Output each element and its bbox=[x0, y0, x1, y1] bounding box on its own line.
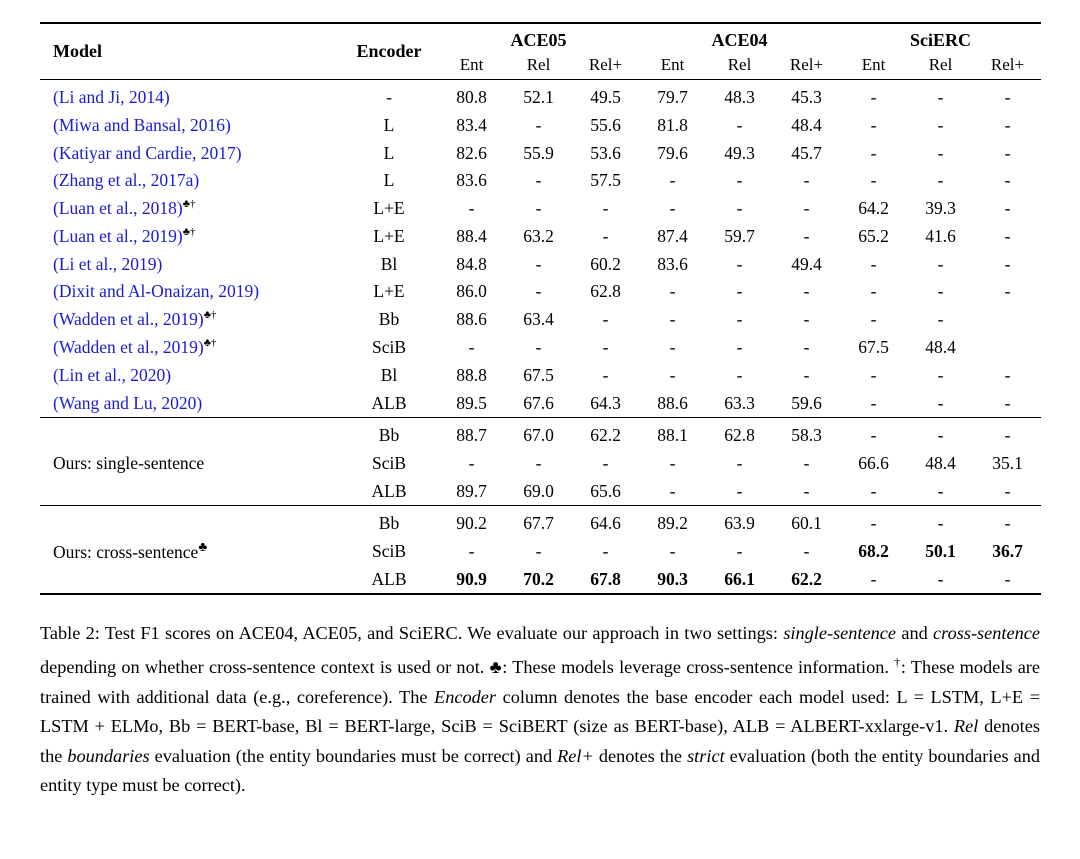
table-row bbox=[40, 417, 1041, 449]
value-cell: 87.4 bbox=[657, 225, 688, 246]
value-cell: - bbox=[937, 114, 944, 135]
value-cell: - bbox=[1004, 480, 1011, 501]
value-cell: - bbox=[803, 309, 810, 330]
value-cell: 52.1 bbox=[523, 87, 554, 107]
encoder-cell: Bb bbox=[340, 505, 438, 537]
value-cell: 68.2 bbox=[858, 540, 889, 561]
header-subcol-ent: Ent bbox=[840, 53, 907, 80]
value-cell: - bbox=[669, 337, 676, 358]
citation-link[interactable]: (Zhang et al., 2017a) bbox=[53, 170, 200, 191]
value-cell: 63.2 bbox=[523, 225, 554, 246]
value-cell: - bbox=[870, 309, 877, 330]
value-cell: 63.4 bbox=[523, 309, 554, 330]
value-cell: - bbox=[870, 568, 877, 589]
caption-segment: boundaries bbox=[67, 745, 150, 766]
table-row bbox=[40, 111, 1041, 139]
value-cell: - bbox=[974, 505, 1041, 537]
encoder-cell: SciB bbox=[371, 337, 407, 358]
model-cell bbox=[40, 80, 340, 112]
value-cell: 60.1 bbox=[773, 505, 840, 537]
value-cell: - bbox=[907, 417, 974, 449]
value-cell: 53.6 bbox=[590, 142, 621, 163]
encoder-cell: ALB bbox=[371, 568, 407, 589]
table-row bbox=[40, 306, 1041, 334]
citation-link[interactable]: (Luan et al., 2019) bbox=[53, 225, 183, 246]
value-cell: - bbox=[974, 417, 1041, 449]
value-cell: - bbox=[669, 309, 676, 330]
value-cell: - bbox=[736, 452, 743, 473]
value-cell: - bbox=[870, 87, 877, 107]
value-cell: 62.8 bbox=[590, 281, 621, 302]
value-cell: - bbox=[602, 540, 609, 561]
value-cell: - bbox=[937, 364, 944, 385]
value-cell: 48.3 bbox=[724, 87, 755, 107]
value-cell: 79.7 bbox=[657, 87, 688, 107]
value-cell: - bbox=[669, 281, 676, 302]
value-cell: 41.6 bbox=[925, 225, 956, 246]
model-cell bbox=[40, 250, 340, 278]
value-cell: 55.6 bbox=[590, 114, 621, 135]
value-cell: 90.9 bbox=[456, 568, 487, 589]
value-cell: 83.6 bbox=[456, 170, 487, 191]
value-cell: 79.6 bbox=[657, 142, 688, 163]
value-cell: 83.4 bbox=[456, 114, 487, 135]
value-cell: - bbox=[803, 337, 810, 358]
ours-group-label bbox=[40, 417, 340, 505]
caption-segment: evaluation (both the entity boundaries and entity type must be correct). bbox=[40, 745, 1041, 796]
header-group-scierc: SciERC bbox=[910, 30, 972, 50]
value-cell: - bbox=[736, 281, 743, 302]
value-cell: - bbox=[535, 170, 542, 191]
value-cell: 49.3 bbox=[724, 142, 755, 163]
value-cell: - bbox=[840, 417, 907, 449]
value-cell: - bbox=[803, 281, 810, 302]
value-cell: 62.2 bbox=[791, 568, 822, 589]
caption-segment: : These models are trained with additional data (e.g., coreference). The bbox=[40, 657, 1041, 707]
value-cell: - bbox=[870, 170, 877, 191]
footnote-marker-icon: ♣† bbox=[182, 226, 196, 239]
value-cell: 62.8 bbox=[706, 417, 773, 449]
ours-group-label bbox=[40, 505, 340, 593]
encoder-cell: L+E bbox=[373, 198, 405, 219]
value-cell: 48.4 bbox=[791, 114, 822, 135]
header-group-ace05: ACE05 bbox=[510, 30, 567, 50]
value-cell: - bbox=[602, 364, 609, 385]
value-cell: 88.1 bbox=[639, 417, 706, 449]
value-cell: - bbox=[602, 225, 609, 246]
model-cell bbox=[40, 306, 340, 334]
encoder-cell: ALB bbox=[371, 392, 407, 413]
value-cell: - bbox=[870, 480, 877, 501]
value-cell: 88.6 bbox=[657, 392, 688, 413]
caption-segment: evaluation (the entity boundaries must be correct) and bbox=[149, 745, 558, 766]
value-cell: - bbox=[535, 281, 542, 302]
value-cell: 59.7 bbox=[724, 225, 755, 246]
value-cell: - bbox=[602, 337, 609, 358]
results-table bbox=[40, 22, 1041, 595]
value-cell: - bbox=[669, 170, 676, 191]
citation-link[interactable]: (Lin et al., 2020) bbox=[53, 364, 172, 385]
value-cell: - bbox=[937, 281, 944, 302]
value-cell: - bbox=[736, 480, 743, 501]
encoder-cell: L bbox=[383, 114, 395, 135]
footnote-marker-icon: ♣† bbox=[182, 198, 196, 211]
encoder-cell: ALB bbox=[371, 480, 407, 501]
value-cell: 89.2 bbox=[639, 505, 706, 537]
table-row bbox=[40, 250, 1041, 278]
value-cell: 65.6 bbox=[590, 480, 621, 501]
model-cell bbox=[40, 278, 340, 306]
value-cell: 59.6 bbox=[791, 392, 822, 413]
encoder-cell: L bbox=[383, 170, 395, 191]
value-cell: - bbox=[1004, 225, 1011, 246]
header-subcol-rel: Rel bbox=[706, 53, 773, 80]
value-cell: 86.0 bbox=[456, 281, 487, 302]
value-cell: - bbox=[736, 337, 743, 358]
value-cell: - bbox=[870, 364, 877, 385]
value-cell: - bbox=[937, 480, 944, 501]
value-cell bbox=[974, 306, 1041, 334]
value-cell: - bbox=[937, 142, 944, 163]
caption-segment: denotes the bbox=[40, 716, 1040, 766]
value-cell: 80.8 bbox=[456, 87, 487, 107]
value-cell: - bbox=[736, 114, 743, 135]
value-cell: - bbox=[468, 198, 475, 219]
caption-segment: and bbox=[896, 622, 934, 643]
header-subcol-rel: Rel bbox=[505, 53, 572, 80]
value-cell: 84.8 bbox=[456, 253, 487, 274]
value-cell: - bbox=[803, 364, 810, 385]
value-cell: - bbox=[1004, 142, 1011, 163]
model-cell bbox=[40, 111, 340, 139]
encoder-cell: L bbox=[383, 142, 395, 163]
value-cell: 83.6 bbox=[657, 253, 688, 274]
value-cell: - bbox=[736, 198, 743, 219]
model-cell bbox=[40, 195, 340, 223]
value-cell: - bbox=[669, 480, 676, 501]
encoder-cell: SciB bbox=[371, 452, 407, 473]
table-row bbox=[40, 195, 1041, 223]
value-cell: 45.7 bbox=[791, 142, 822, 163]
value-cell: 64.2 bbox=[858, 198, 889, 219]
value-cell: 67.5 bbox=[858, 337, 889, 358]
value-cell: 64.3 bbox=[590, 392, 621, 413]
value-cell: - bbox=[803, 170, 810, 191]
value-cell: 49.4 bbox=[791, 253, 822, 274]
table-row bbox=[40, 139, 1041, 167]
value-cell: - bbox=[1004, 198, 1011, 219]
encoder-cell: SciB bbox=[371, 540, 407, 561]
value-cell: - bbox=[870, 142, 877, 163]
value-cell: - bbox=[1004, 87, 1011, 107]
header-subcol-ent: Ent bbox=[438, 53, 505, 80]
value-cell: 66.6 bbox=[858, 452, 889, 473]
value-cell: 69.0 bbox=[523, 480, 554, 501]
value-cell: - bbox=[535, 198, 542, 219]
value-cell: 58.3 bbox=[773, 417, 840, 449]
value-cell: 39.3 bbox=[925, 198, 956, 219]
citation-link[interactable]: (Li and Ji, 2014) bbox=[53, 87, 170, 107]
value-cell: 67.6 bbox=[523, 392, 554, 413]
value-cell: - bbox=[535, 337, 542, 358]
citation-link[interactable]: (Miwa and Bansal, 2016) bbox=[53, 114, 231, 135]
caption-segment: column denotes the base encoder each model used: L = LSTM, L+E = LSTM + ELMo, Bb = BERT-base, Bl = BERT-large, SciB = SciBERT (size as BERT-base), ALB = ALBERT-xxlarge-v1. bbox=[40, 686, 1041, 737]
value-cell: 90.2 bbox=[438, 505, 505, 537]
value-cell: 36.7 bbox=[992, 540, 1023, 561]
model-cell bbox=[40, 334, 340, 362]
value-cell: - bbox=[937, 568, 944, 589]
header-subcol-rel: Rel bbox=[907, 53, 974, 80]
value-cell: 82.6 bbox=[456, 142, 487, 163]
value-cell: - bbox=[1004, 568, 1011, 589]
ours-label-text: Ours: single-sentence bbox=[53, 452, 205, 473]
value-cell: - bbox=[907, 505, 974, 537]
value-cell: 89.7 bbox=[456, 480, 487, 501]
value-cell: 67.8 bbox=[590, 568, 621, 589]
table-row bbox=[40, 361, 1041, 389]
value-cell: - bbox=[937, 309, 944, 330]
value-cell: - bbox=[468, 337, 475, 358]
citation-link[interactable]: (Katiyar and Cardie, 2017) bbox=[53, 142, 242, 163]
value-cell: - bbox=[870, 114, 877, 135]
value-cell: - bbox=[937, 392, 944, 413]
header-subcol-ent: Ent bbox=[639, 53, 706, 80]
value-cell: - bbox=[669, 198, 676, 219]
value-cell: - bbox=[1004, 253, 1011, 274]
value-cell: 57.5 bbox=[590, 170, 621, 191]
model-cell bbox=[40, 223, 340, 251]
value-cell: - bbox=[535, 114, 542, 135]
caption-dagger-icon: † bbox=[894, 655, 901, 670]
value-cell: - bbox=[602, 309, 609, 330]
value-cell: - bbox=[736, 253, 743, 274]
value-cell: - bbox=[937, 170, 944, 191]
table-row bbox=[40, 80, 1041, 112]
value-cell: 55.9 bbox=[523, 142, 554, 163]
value-cell: - bbox=[602, 452, 609, 473]
value-cell: - bbox=[803, 225, 810, 246]
value-cell bbox=[974, 334, 1041, 362]
citation-link[interactable]: (Dixit and Al-Onaizan, 2019) bbox=[53, 281, 260, 302]
value-cell: - bbox=[736, 364, 743, 385]
value-cell: - bbox=[468, 540, 475, 561]
value-cell: - bbox=[669, 540, 676, 561]
header-subcol-relplus: Rel+ bbox=[572, 53, 639, 80]
citation-link[interactable]: (Li et al., 2019) bbox=[53, 253, 163, 274]
caption-segment: Table 2: Test F1 scores on ACE04, ACE05, and SciERC. We evaluate our approach in two settings: bbox=[40, 622, 784, 643]
value-cell: 63.9 bbox=[706, 505, 773, 537]
encoder-cell: Bl bbox=[380, 364, 398, 385]
value-cell: - bbox=[870, 281, 877, 302]
value-cell: - bbox=[736, 170, 743, 191]
encoder-cell: L+E bbox=[373, 225, 405, 246]
value-cell: 60.2 bbox=[590, 253, 621, 274]
value-cell: 65.2 bbox=[858, 225, 889, 246]
value-cell: - bbox=[535, 540, 542, 561]
value-cell: 48.4 bbox=[925, 337, 956, 358]
citation-link[interactable]: (Wang and Lu, 2020) bbox=[53, 392, 203, 413]
model-cell bbox=[40, 167, 340, 195]
value-cell: - bbox=[669, 452, 676, 473]
value-cell: 81.8 bbox=[657, 114, 688, 135]
header-subcol-relplus: Rel+ bbox=[773, 53, 840, 80]
value-cell: 64.6 bbox=[572, 505, 639, 537]
value-cell: 62.2 bbox=[572, 417, 639, 449]
club-marker-icon: ♣ bbox=[198, 539, 208, 555]
table-row bbox=[40, 167, 1041, 195]
caption-segment: Rel+ bbox=[557, 745, 594, 766]
header-encoder: Encoder bbox=[340, 23, 438, 80]
value-cell: - bbox=[535, 253, 542, 274]
table-row bbox=[40, 389, 1041, 417]
model-cell bbox=[40, 389, 340, 417]
value-cell: 45.3 bbox=[791, 87, 822, 107]
value-cell: 70.2 bbox=[523, 568, 554, 589]
value-cell: - bbox=[803, 540, 810, 561]
value-cell: 50.1 bbox=[925, 540, 956, 561]
encoder-cell: Bl bbox=[380, 253, 398, 274]
value-cell: - bbox=[736, 540, 743, 561]
caption-segment: Encoder bbox=[434, 686, 496, 707]
caption-segment: cross-sentence bbox=[933, 622, 1040, 643]
header-subcol-relplus: Rel+ bbox=[974, 53, 1041, 80]
footnote-marker-icon: ♣† bbox=[203, 309, 217, 322]
footnote-marker-icon: ♣† bbox=[203, 337, 217, 350]
value-cell: 35.1 bbox=[992, 452, 1023, 473]
value-cell: 66.1 bbox=[724, 568, 755, 589]
value-cell: 90.3 bbox=[657, 568, 688, 589]
table-caption bbox=[40, 619, 1040, 801]
encoder-cell: - bbox=[386, 87, 392, 107]
value-cell: - bbox=[602, 198, 609, 219]
caption-segment: depending on whether cross-sentence context is used or not. ♣: These models leverage cross-sentence information. bbox=[40, 657, 895, 678]
value-cell: - bbox=[937, 87, 944, 107]
value-cell: 48.4 bbox=[925, 452, 956, 473]
value-cell: 88.7 bbox=[438, 417, 505, 449]
table-row bbox=[40, 278, 1041, 306]
value-cell: - bbox=[1004, 281, 1011, 302]
value-cell: - bbox=[937, 253, 944, 274]
value-cell: - bbox=[1004, 392, 1011, 413]
value-cell: - bbox=[468, 452, 475, 473]
value-cell: - bbox=[1004, 364, 1011, 385]
encoder-cell: Bb bbox=[340, 417, 438, 449]
value-cell: - bbox=[803, 452, 810, 473]
value-cell: - bbox=[803, 480, 810, 501]
model-cell bbox=[40, 139, 340, 167]
model-cell bbox=[40, 361, 340, 389]
table-body bbox=[40, 80, 1041, 594]
citation-link[interactable]: (Luan et al., 2018) bbox=[53, 198, 183, 219]
caption-segment: Rel bbox=[953, 716, 979, 737]
value-cell: 67.5 bbox=[523, 364, 554, 385]
value-cell: 63.3 bbox=[724, 392, 755, 413]
value-cell: - bbox=[1004, 170, 1011, 191]
value-cell: 88.6 bbox=[456, 309, 487, 330]
value-cell: - bbox=[736, 309, 743, 330]
value-cell: - bbox=[1004, 114, 1011, 135]
header-model: Model bbox=[40, 23, 340, 80]
value-cell: 67.7 bbox=[505, 505, 572, 537]
value-cell: 88.4 bbox=[456, 225, 487, 246]
header-group-row bbox=[40, 23, 1041, 53]
value-cell: - bbox=[803, 198, 810, 219]
caption-segment: single-sentence bbox=[783, 622, 896, 643]
encoder-cell: Bb bbox=[378, 309, 400, 330]
ours-label-text: Ours: cross-sentence bbox=[53, 542, 199, 563]
value-cell: - bbox=[535, 452, 542, 473]
header-group-ace04: ACE04 bbox=[711, 30, 768, 50]
caption-segment: denotes the bbox=[593, 745, 688, 766]
encoder-cell: L+E bbox=[373, 281, 405, 302]
value-cell: 49.5 bbox=[590, 87, 621, 107]
table-row bbox=[40, 223, 1041, 251]
citation-link[interactable]: (Wadden et al., 2019) bbox=[53, 309, 204, 330]
caption-segment: strict bbox=[687, 745, 725, 766]
citation-link[interactable]: (Wadden et al., 2019) bbox=[53, 337, 204, 358]
value-cell: 89.5 bbox=[456, 392, 487, 413]
table-row bbox=[40, 334, 1041, 362]
value-cell: - bbox=[669, 364, 676, 385]
table-header bbox=[40, 23, 1041, 80]
value-cell: - bbox=[840, 505, 907, 537]
value-cell: 88.8 bbox=[456, 364, 487, 385]
value-cell: 67.0 bbox=[505, 417, 572, 449]
table-row bbox=[40, 505, 1041, 537]
value-cell: - bbox=[870, 253, 877, 274]
value-cell: - bbox=[870, 392, 877, 413]
